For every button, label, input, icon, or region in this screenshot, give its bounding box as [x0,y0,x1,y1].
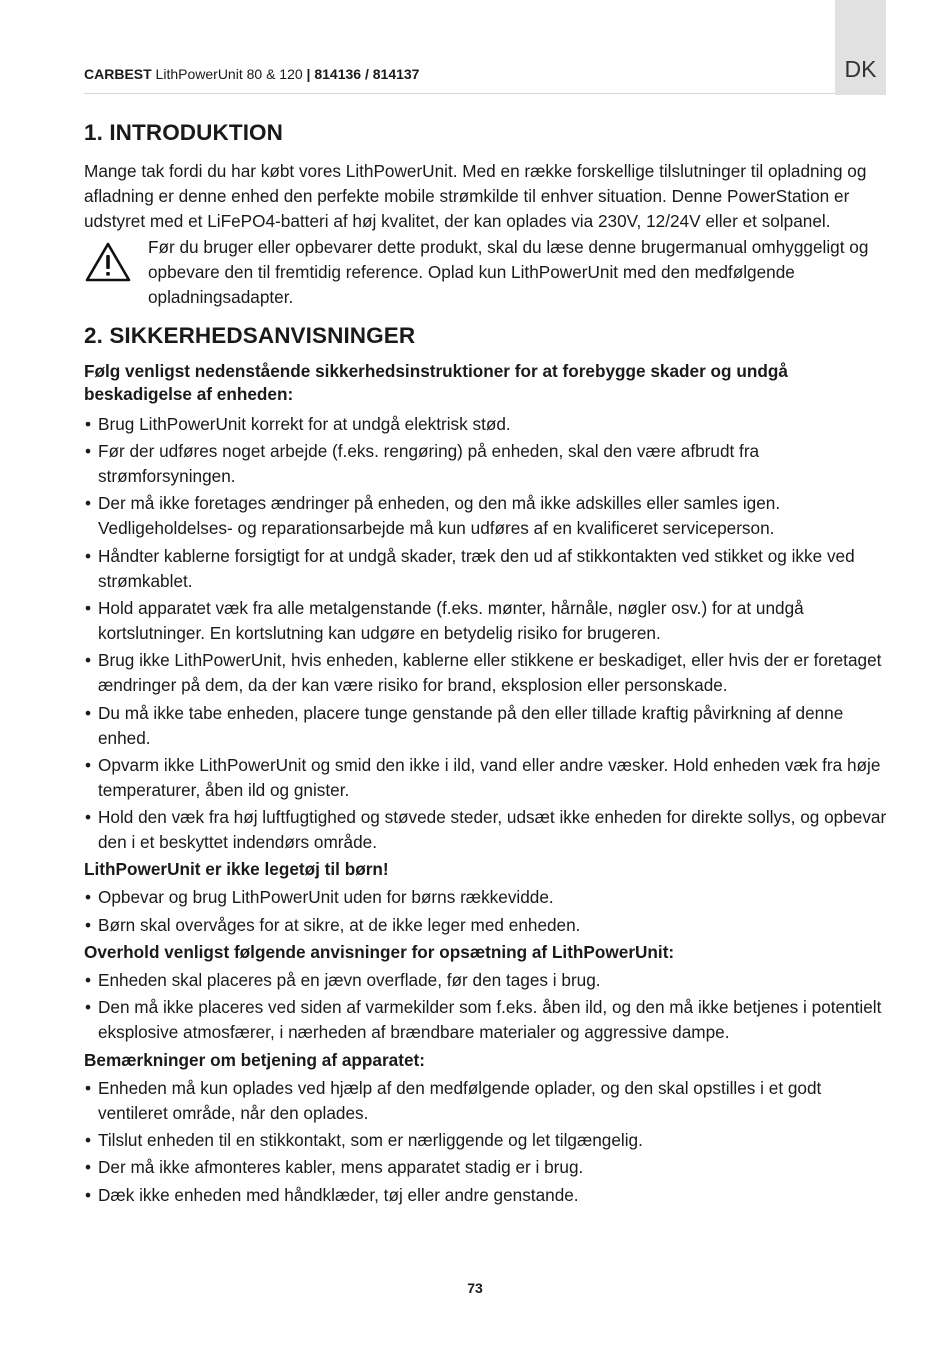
list-item: • Opbevar og brug LithPowerUnit uden for børns rækkevidde. [84,885,890,910]
product-codes: 814136 / 814137 [310,66,420,82]
list-item: • Enheden skal placeres på en jævn overflade, før den tages i brug. [84,968,890,993]
operation-heading: Bemærkninger om betjening af apparatet: [84,1049,425,1070]
list-item: • Der må ikke foretages ændringer på enheden, og den må ikke adskilles eller samles igen. Vedligeholdelses- og reparationsarbejde må kun udføres af en kvalificeret serviceperson. [84,491,890,541]
list-item: • Der må ikke afmonteres kabler, mens apparatet stadig er i brug. [84,1155,890,1180]
list-item: • Dæk ikke enheden med håndklæder, tøj eller andre genstande. [84,1183,890,1208]
safety-list [84,412,890,855]
list-item: • Opvarm ikke LithPowerUnit og smid den ikke i ild, vand eller andre væsker. Hold enheden væk fra høje temperaturer, åben ild og gnister. [84,753,890,803]
brand-name: CARBEST [84,66,152,82]
list-item: • Den må ikke placeres ved siden af varmekilder som f.eks. åben ild, og den må ikke betjenes i potentielt eksplosive atmosfærer, i nærheden af brændbare materialer og aggressive dampe. [84,995,890,1045]
warning-text: Før du bruger eller opbevarer dette produkt, skal du læse denne brugermanual omhyggeligt og opbevare den til fremtidig reference. Oplad kun LithPowerUnit med den medfølgende opladningsadapter. [148,237,869,307]
operation-list [84,1076,890,1208]
list-item: • Håndter kablerne forsigtigt for at undgå skader, træk den ud af stikkontakten ved stikket og ikke ved strømkablet. [84,544,890,594]
product-name: LithPowerUnit 80 & 120 [151,66,307,82]
list-item: • Enheden må kun oplades ved hjælp af den medfølgende oplader, og den skal opstilles i et godt ventileret område, når den oplades. [84,1076,890,1126]
children-heading: LithPowerUnit er ikke legetøj til børn! [84,859,389,880]
page-number: 73 [467,1280,483,1296]
safety-heading: 2. SIKKERHEDSANVISNINGER [84,322,416,348]
list-item: • Tilslut enheden til en stikkontakt, som er nærliggende og let tilgængelig. [84,1128,890,1153]
children-list [84,885,890,937]
list-item: • Børn skal overvåges for at sikre, at de ikke leger med enheden. [84,913,890,938]
header-rule [84,93,886,94]
list-item: • Brug ikke LithPowerUnit, hvis enheden, kablerne eller stikkene er beskadiget, eller hvis der er foretaget ændringer på dem, da der kan være risiko for brand, eksplosion eller personskade. [84,648,890,698]
list-item: • Hold den væk fra høj luftfugtighed og støvede steder, udsæt ikke enheden for direkte sollys, og opbevar den i et beskyttet indendørs område. [84,805,890,855]
warning-note [84,235,890,309]
list-item: • Før der udføres noget arbejde (f.eks. rengøring) på enheden, skal den være afbrudt fra strømforsyningen. [84,439,890,489]
intro-heading: 1. INTRODUKTION [84,120,284,145]
setup-heading: Overhold venligst følgende anvisninger for opsætning af LithPowerUnit: [84,942,675,963]
setup-list [84,968,890,1045]
language-tab [835,0,886,95]
language-code: DK [844,56,877,82]
intro-paragraph: Mange tak fordi du har købt vores LithPowerUnit. Med en række forskellige tilslutninger til opladning og afladning er denne enhed den perfekte mobile strømkilde til enhver situation. Denne PowerStation er udstyret med et LiFePO4-batteri af høj kvalitet, der kan oplades via 230V, 12/24V eller et solpanel. [84,161,867,231]
safety-lead: Følg venligst nedenstående sikkerhedsinstruktioner for at forebygge skader og undgå beskadigelse af enheden: [84,360,788,404]
warning-triangle-icon [84,241,132,283]
page-header [84,66,834,82]
list-item: • Du må ikke tabe enheden, placere tunge genstande på den eller tillade kraftig påvirkning af denne enhed. [84,701,890,751]
header-separator: | [306,66,311,82]
list-item: • Hold apparatet væk fra alle metalgenstande (f.eks. mønter, hårnåle, nøgler osv.) for at undgå kortslutninger. En kortslutning kan udgøre en betydelig risiko for brugeren. [84,596,890,646]
page-content [84,117,890,1210]
list-item: • Brug LithPowerUnit korrekt for at undgå elektrisk stød. [84,412,890,437]
